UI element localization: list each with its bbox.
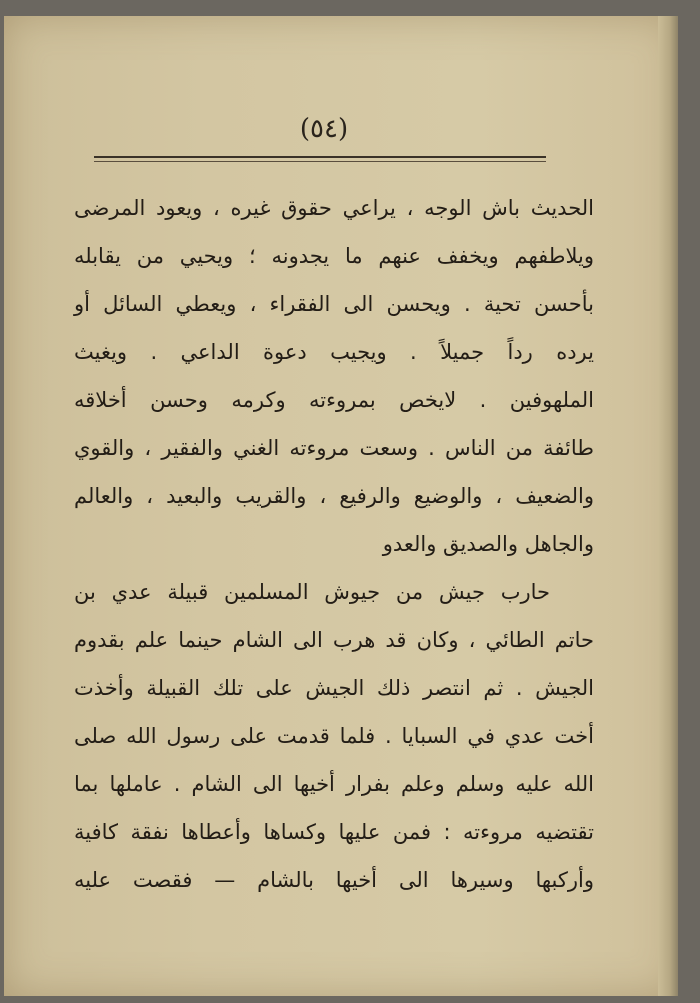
body-text bbox=[74, 184, 594, 904]
header-rule bbox=[94, 156, 546, 158]
text-line: حاتم الطائي ، وكان قد هرب الى الشام حينما علم بقدوم bbox=[74, 628, 594, 652]
text-line: طائفة من الناس . وسعت مروءته الغني والفقير ، والقوي bbox=[74, 436, 594, 460]
header-rule-thin bbox=[94, 161, 546, 162]
text-line: يرده رداً جميلاً . ويجيب دعوة الداعي . ويغيث bbox=[74, 340, 594, 364]
paragraph-start-line: حارب جيش من جيوش المسلمين قبيلة عدي بن bbox=[74, 580, 550, 604]
page-number: (٥٤) bbox=[299, 114, 349, 144]
text-line: الله عليه وسلم وعلم بفرار أخيها الى الشام . عاملها بما bbox=[74, 772, 594, 796]
text-line: الجيش . ثم انتصر ذلك الجيش على تلك القبيلة وأخذت bbox=[74, 676, 594, 700]
page-edge bbox=[658, 16, 678, 996]
text-line: تقتضيه مروءته : فمن عليها وكساها وأعطاها نفقة كافية bbox=[74, 820, 594, 844]
text-line: أخت عدي في السبايا . فلما قدمت على رسول الله صلى bbox=[74, 724, 594, 748]
text-line: بأحسن تحية . ويحسن الى الفقراء ، ويعطي السائل أو bbox=[74, 292, 594, 316]
paragraph-end-line: والجاهل والصديق والعدو bbox=[382, 532, 594, 556]
text-line: والضعيف ، والوضيع والرفيع ، والقريب والبعيد ، والعالم bbox=[74, 484, 594, 508]
text-line: الحديث باش الوجه ، يراعي حقوق غيره ، ويعود المرضى bbox=[74, 196, 594, 220]
text-line: وأركبها وسيرها الى أخيها بالشام — فقصت عليه bbox=[74, 868, 594, 892]
book-page bbox=[4, 16, 678, 996]
text-line: ويلاطفهم ويخفف عنهم ما يجدونه ؛ ويحيي من يقابله bbox=[74, 244, 594, 268]
text-line: الملهوفين . لايخص بمروءته وكرمه وحسن أخلاقه bbox=[74, 388, 594, 412]
